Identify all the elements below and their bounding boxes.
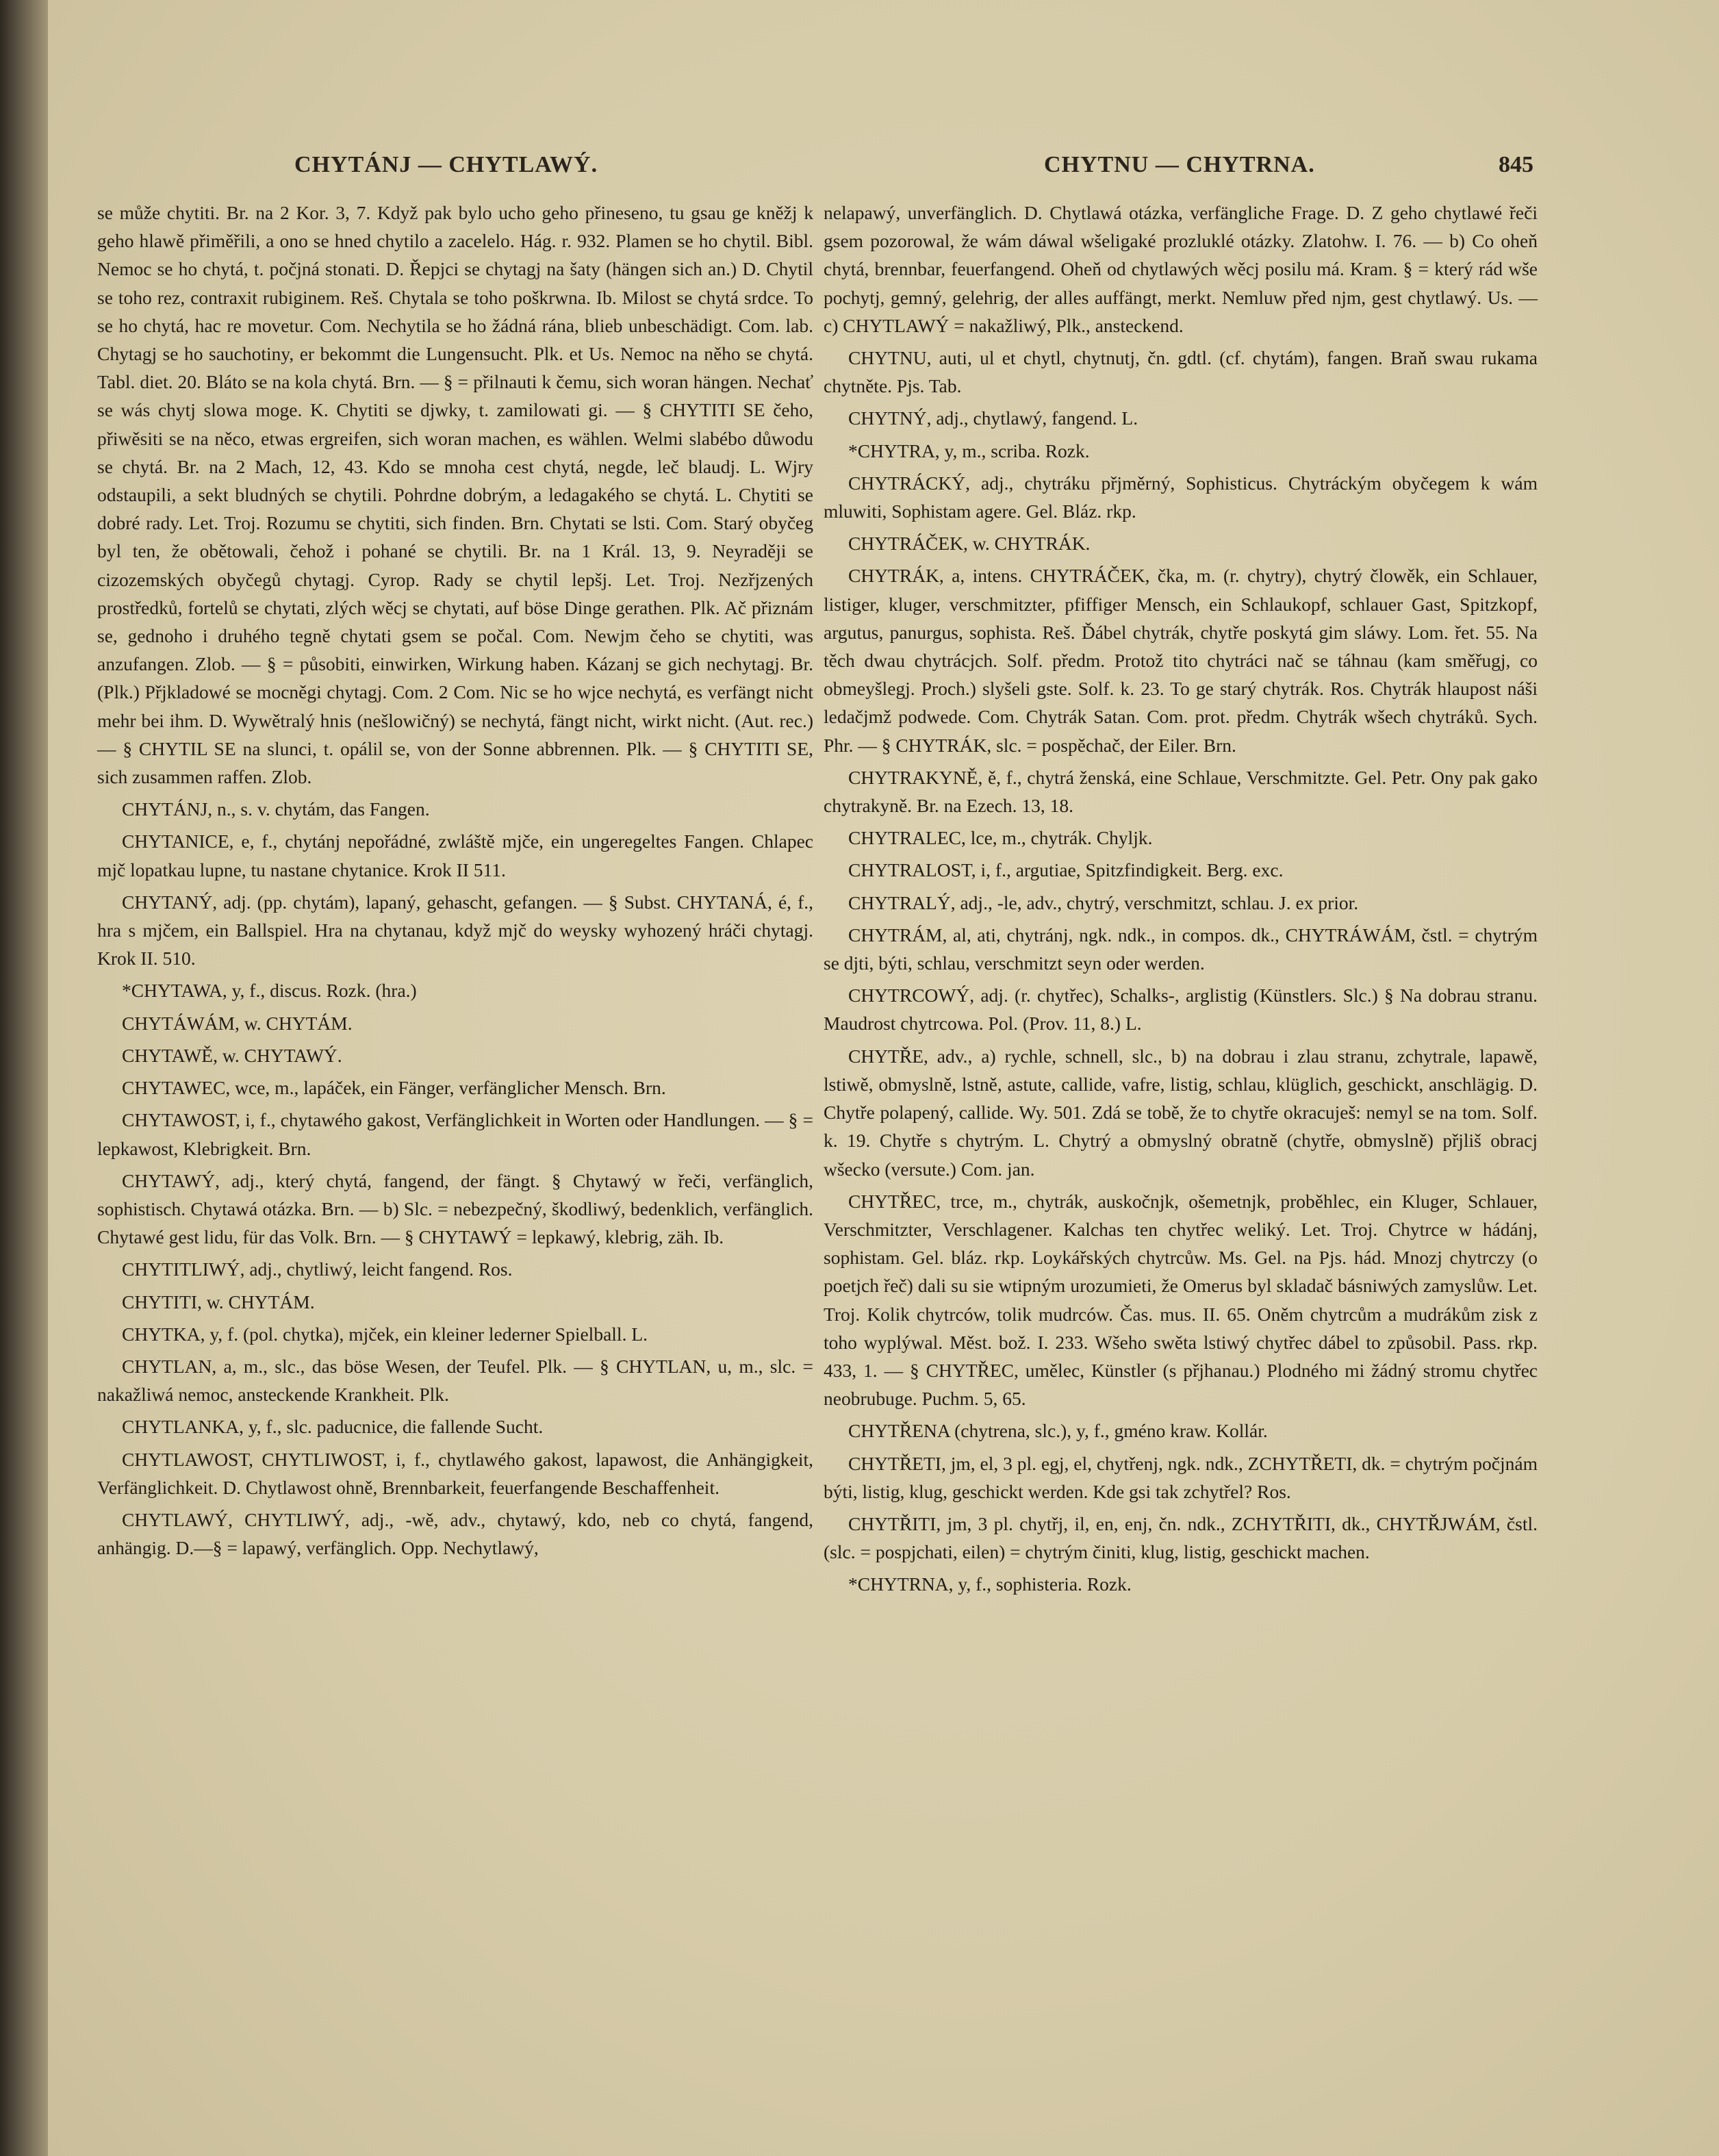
right-running-title: CHYTNU — CHYTRNA. — [1044, 152, 1315, 177]
entry-text: CHYTRALÝ, adj., -le, adv., chytrý, verschmitzt, schlau. J. ex prior. — [848, 891, 1359, 913]
entry-text: *CHYTRNA, y, f., sophisteria. Rozk. — [848, 1573, 1132, 1595]
entry-text: CHYTŘEC, trce, m., chytrák, auskočnjk, ošemetnjk, proběhlec, ein Kluger, Schlauer, Verschmitzter, Verschlagener. Kalchas ten chytřec weliký. Let. Troj. Chytrce w hádánj, sophistam. Gel. bláz. rkp. Loykářských chytrcůw. Ms. Gel. na Pjs. hád. Mnozj chytrczy (o poetjch řeč) dali su sie wtipným urozumieti, že Omerus byl skladač básniwých zamyslůw. Let. Troj. Kolik chytrców, tolik mudrców. Čas. mus. II. 65. Oněm chytrcům a mudrákům zisk z toho wyplýwal. Měst. bož. I. 233. Wšeho swěta lstiwý chytřec dábel to způsobil. Pass. rkp. 433, 1. — § CHYTŘEC, umělec, Künstler (s přjhanau.) Plodného mi žádný stromu chytřec neobrubuge. Puchm. 5, 65. — [824, 1190, 1538, 1410]
entry-text: CHYTŘETI, jm, el, 3 pl. egj, el, chytřenj, ngk. ndk., ZCHYTŘETI, dk. = chytrým počjnám býti, listig, klug, geschickt werden. Kde gsi tak zchytřel? Ros. — [824, 1452, 1538, 1502]
running-header — [89, 152, 1533, 193]
entry-text: CHYTANÝ, adj. (pp. chytám), lapaný, gehascht, gefangen. — § Subst. CHYTANÁ, é, f., hra s mjčem, ein Ballspiel. Hra na chytanau, když mjč do weysky wyhozený hráči chytagj. Krok II. 510. — [97, 891, 813, 969]
entry-text: CHYTAWEC, wce, m., lapáček, ein Fänger, verfänglicher Mensch. Brn. — [122, 1077, 666, 1099]
entry-text: CHYTLAWOST, CHYTLIWOST, i, f., chytlawého gakost, lapawost, die Anhängigkeit, Verfänglichkeit. D. Chytlawost ohně, Brennbarkeit, feuerfangende Beschaffenheit. — [97, 1448, 813, 1498]
entry-text: CHYTRÁM, al, ati, chytránj, ngk. ndk., in compos. dk., CHYTRÁWÁM, čstl. = chytrým se djti, býti, schlau, verschmitzt seyn oder werden. — [824, 924, 1538, 974]
entry-text: CHYTRCOWÝ, adj. (r. chytřec), Schalks-, arglistig (Künstlers. Slc.) § Na dobrau stranu. Maudrost chytrcowa. Pol. (Prov. 11, 8.) L. — [824, 985, 1538, 1035]
entry-text: CHYTRÁCKÝ, adj., chytráku přjměrný, Sophisticus. Chytráckým obyčegem k wám mluwiti, Sophistam agere. Gel. Bláz. rkp. — [824, 472, 1538, 522]
entry-text: se může chytiti. Br. na 2 Kor. 3, 7. Když pak bylo ucho geho přineseno, tu gsau ge kněžj k geho hlawě přiměřili, a ono se hned chytilo a zacelelo. Hág. r. 932. Plamen se ho chytil. Bibl. Nemoc se ho chytá, t. počjná stonati. D. Řepjci se chytagj na šaty (hängen sich an.) D. Chytil se toho rez, contraxit rubiginem. Reš. Chytala se toho poškrwna. Ib. Milost se chytá srdce. To se ho chytá, hac re movetur. Com. Nechytila se ho žádná rána, blieb unbeschädigt. Com. lab. Chytagj se ho sauchotiny, er bekommt die Lungensucht. Plk. et Us. Nemoc na něho se chytá. Tabl. diet. 20. Bláto se na kola chytá. Brn. — § = přilnauti k čemu, sich woran hängen. Nechať se wás chytj slowa moge. K. Chytiti se djwky, t. zamilowati gi. — § CHYTITI SE čeho, přiwěsiti se na něco, etwas ergreifen, sich woran machen, es wählen. Welmi slabébo důwodu se chytá. Br. na 2 Mach, 12, 43. Kdo se mnoha cest chytá, negde, leč blaudj. L. Wjry odstaupili, a sekt bludných se chytili. Pohrdne dobrým, a ledagakého se chytá. L. Chytiti se dobré rady. Let. Troj. Rozumu se chytiti, sich finden. Brn. Chytati se lsti. Com. Starý obyčeg byl ten, že obětowali, čehož i pohané se chytili. Br. na 1 Král. 13, 9. Neyraději se cizozemských obyčegů chytagj. Cyrop. Rady se chytil lepšj. Let. Troj. Nezřjzených prostředků, fortelů se chytati, zlých wěcj se chytati, auf böse Dinge gerathen. Plk. Ač přiznám se, gednoho i druhého tegně chytati gsem se počal. Com. Newjm čeho se chytiti, was anzufangen. Zlob. — § = působiti, einwirken, Wirkung haben. Kázanj se gich nechytagj. Br. (Plk.) Přjkladowé se mocněgi chytagj. Com. 2 Com. Nic se ho wjce nechytá, es verfängt nicht mehr bei ihm. D. Wywětralý hnis (nešlowičný) se nechytá, fängt nicht, wirkt nicht. (Aut. rec.) — § CHYTIL SE na slunci, t. opálil se, von der Sonne abbrennen. Plk. — § CHYTITI SE, sich zusammen raffen. Zlob. — [97, 202, 813, 788]
entry-text: CHYTRÁK, a, intens. CHYTRÁČEK, čka, m. (r. chytry), chytrý člowěk, ein Schlauer, listiger, kluger, verschmitzter, pfiffiger Mensch, ein Schlaukopf, schlauer Gast, Spitzkopf, argutus, panurgus, sophista. Reš. Ďábel chytrák, chytře poskytá gim sláwy. Lom. řet. 55. Na těch dwau chytrácjch. Solf. předm. Protož tito chytráci nač se táhnau (kam směřugj, co obmeyšlegj. Proch.) slyšeli gste. Solf. k. 23. To ge starý chytrák. Ros. Chytrák hlaupost náši ledačjmž podwede. Com. Chytrák Satan. Com. prot. předm. Chytrák wšech chytráků. Sych. Phr. — § CHYTRÁK, slc. = pospěchač, der Eiler. Brn. — [824, 565, 1538, 756]
entry-text: CHYTŘITI, jm, 3 pl. chytřj, il, en, enj, čn. ndk., ZCHYTŘITI, dk., CHYTŘJWÁM, čstl. (slc. = pospjchati, eilen) = chytrým činiti, klug, listig, geschickt machen. — [824, 1512, 1538, 1563]
entry-text: CHYTÁNJ, n., s. v. chytám, das Fangen. — [122, 798, 430, 820]
entry-text: CHYTRALOST, i, f., argutiae, Spitzfindigkeit. Berg. exc. — [848, 859, 1284, 881]
entry-text: CHYTRÁČEK, w. CHYTRÁK. — [848, 533, 1091, 555]
right-column — [824, 199, 1538, 1603]
entry-text: CHYTRAKYNĚ, ě, f., chytrá ženská, eine Schlaue, Verschmitzte. Gel. Petr. Ony pak gako chytrakyně. Br. na Ezech. 13, 18. — [824, 766, 1538, 817]
entry-text: *CHYTRA, y, m., scriba. Rozk. — [848, 440, 1090, 461]
entry-text: CHYTNU, auti, ul et chytl, chytnutj, čn. gdtl. (cf. chytám), fangen. Braň swau rukama chytněte. Pjs. Tab. — [824, 347, 1538, 397]
entry-text: CHYTLAN, a, m., slc., das böse Wesen, der Teufel. Plk. — § CHYTLAN, u, m., slc. = nakažliwá nemoc, ansteckende Krankheit. Plk. — [97, 1355, 813, 1406]
entry-text: CHYTITLIWÝ, adj., chytliwý, leicht fangend. Ros. — [122, 1258, 513, 1280]
entry-text: CHYTŘENA (chytrena, slc.), y, f., gméno kraw. Kollár. — [848, 1420, 1268, 1442]
entry-text: CHYTLAWÝ, CHYTLIWÝ, adj., -wě, adv., chytawý, kdo, neb co chytá, fangend, anhängig. D.—§ = lapawý, verfänglich. Opp. Nechytlawý, — [97, 1508, 813, 1559]
entry-text: CHYTÁWÁM, w. CHYTÁM. — [122, 1012, 353, 1034]
entry-text: nelapawý, unverfänglich. D. Chytlawá otázka, verfängliche Frage. D. Z geho chytlawé řeči gsem pozorowal, že wám dáwal wšeligaké prozluklé otázky. Zlatohw. I. 76. — b) Co oheň chytá, brennbar, feuerfangend. Oheň od chytlawých wěcj posilu má. Kram. § = který rád wše pochytj, gemný, gelehrig, der alles auffängt, merkt. Nemluw před njm, gest chytlawý. Us. — c) CHYTLAWÝ = nakažliwý, Plk., ansteckend. — [824, 202, 1538, 336]
entry-text: CHYTŘE, adv., a) rychle, schnell, slc., b) na dobrau i zlau stranu, zchytrale, lapawě, lstiwě, obmyslně, lstně, astute, callide, vafre, listig, schlau, klüglich, geschickt, anschlägig. D. Chytře polapený, callide. Wy. 501. Zdá se tobě, že to chytře okracuješ: nemyl se na tom. Solf. k. 19. Chytře s chytrým. L. Chytrý a obmyslný obratně (chytře, obmyslně) přjliš obracj wšecko (versute.) Com. jan. — [824, 1045, 1538, 1180]
entry-text: *CHYTAWA, y, f., discus. Rozk. (hra.) — [122, 980, 417, 1002]
left-column — [97, 199, 813, 1566]
entry-text: CHYTAWĚ, w. CHYTAWÝ. — [122, 1044, 342, 1066]
entry-text: CHYTRALEC, lce, m., chytrák. Chyljk. — [848, 827, 1153, 849]
entry-text: CHYTITI, w. CHYTÁM. — [122, 1291, 315, 1312]
book-spine-shadow — [0, 0, 48, 2156]
entry-text: CHYTLANKA, y, f., slc. paducnice, die fallende Sucht. — [122, 1416, 544, 1438]
entry-text: CHYTNÝ, adj., chytlawý, fangend. L. — [848, 407, 1138, 429]
entry-text: CHYTANICE, e, f., chytánj nepořádné, zwláště mjče, ein ungeregeltes Fangen. Chlapec mjč lopatkau lupne, tu nastane chytanice. Krok II 511. — [97, 830, 813, 880]
entry-text: CHYTAWOST, i, f., chytawého gakost, Verfänglichkeit in Worten oder Handlungen. — § = lepkawost, Klebrigkeit. Brn. — [97, 1109, 813, 1159]
entry-text: CHYTAWÝ, adj., který chytá, fangend, der fängt. § Chytawý w řeči, verfänglich, sophistisch. Chytawá otázka. Brn. — b) Slc. = nebezpečný, škodliwý, bedenklich, verfänglich. Chytawé gest lidu, für das Volk. Brn. — § CHYTAWÝ = lepkawý, klebrig, zäh. Ib. — [97, 1169, 813, 1248]
entry-text: CHYTKA, y, f. (pol. chytka), mjček, ein kleiner lederner Spielball. L. — [122, 1323, 648, 1345]
left-running-title: CHYTÁNJ — CHYTLAWÝ. — [294, 152, 598, 177]
page-number: 845 — [1499, 152, 1533, 177]
